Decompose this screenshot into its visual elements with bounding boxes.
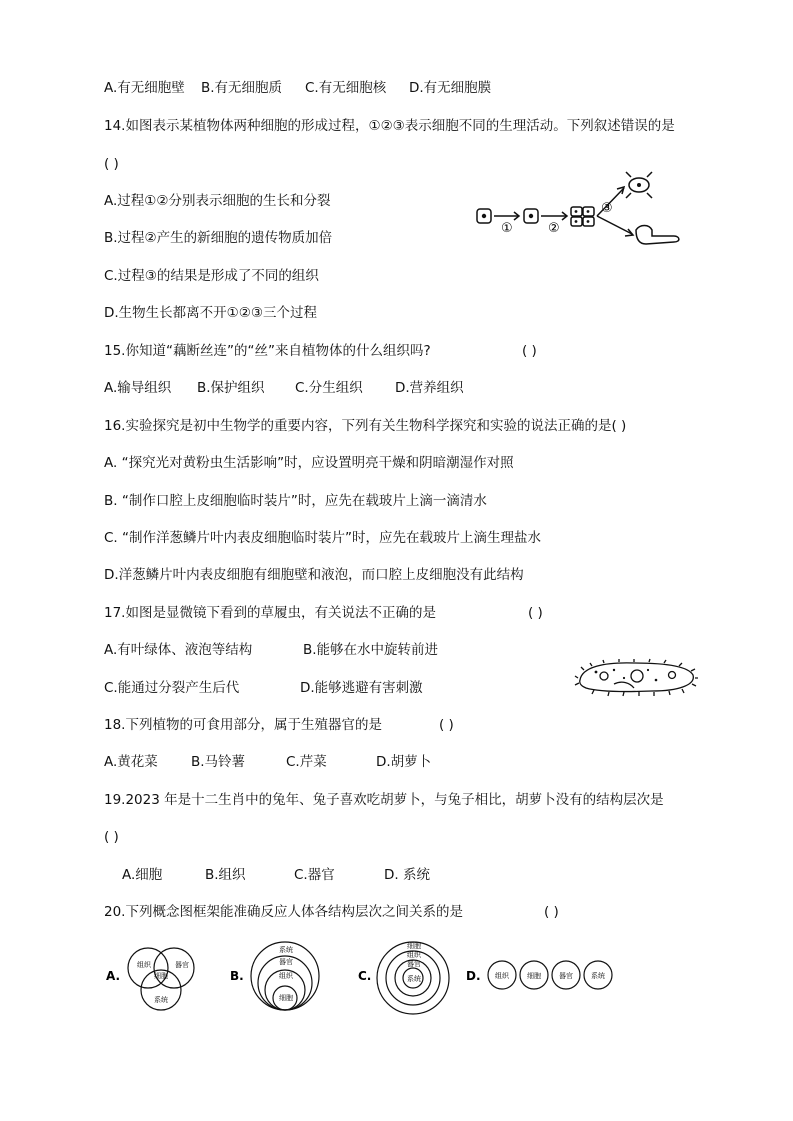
q17-options-row1 [104, 641, 438, 659]
fig-a-label-2: 器官 [175, 961, 189, 969]
q18-option-b[interactable]: B.马铃薯 [191, 754, 246, 770]
q19-answer-paren: ( ) [104, 829, 119, 845]
q14-option-d[interactable]: D.生物生长都离不开①②③三个过程 [104, 305, 317, 321]
q13-options [104, 79, 491, 97]
fig-a-label-4: 细胞 [154, 972, 168, 980]
q17-answer-paren: ( ) [528, 605, 543, 621]
q15-options [104, 379, 464, 397]
q16-option-c[interactable]: C. “制作洋葱鳞片叶内表皮细胞临时装片”时，应先在载玻片上滴生理盐水 [104, 530, 541, 546]
fig-b-label-2: 器官 [279, 958, 293, 966]
q20-figure-a[interactable] [104, 938, 214, 1018]
process-label-2: ② [548, 221, 560, 236]
q17-option-d[interactable]: D.能够逃避有害刺激 [300, 680, 423, 696]
fig-d-label-2: 细胞 [527, 972, 541, 980]
q15-option-d[interactable]: D.营养组织 [395, 380, 464, 396]
figure-c-letter: C. [358, 969, 372, 983]
fig-d-label-3: 器官 [559, 972, 573, 980]
differentiated-cell-bottom [636, 226, 679, 245]
q19-options [122, 866, 430, 884]
q20-stem: 20.下列概念图框架能准确反应人体各结构层次之间关系的是 [104, 904, 463, 920]
process-label-1: ① [501, 221, 513, 236]
q17-stem: 17.如图是显微镜下看到的草履虫，有关说法不正确的是 [104, 605, 436, 621]
fig-c-label-4: 系统 [407, 975, 421, 983]
fig-a-label-1: 组织 [137, 961, 151, 969]
q13-option-c[interactable]: C.有无细胞核 [305, 80, 387, 96]
q13-option-d[interactable]: D.有无细胞膜 [409, 80, 492, 96]
q17-option-a[interactable]: A.有叶绿体、液泡等结构 [104, 642, 253, 658]
q15-answer-paren: ( ) [522, 343, 537, 359]
q13-option-b[interactable]: B.有无细胞质 [201, 80, 283, 96]
figure-a-letter: A. [106, 969, 121, 983]
q20-answer-paren: ( ) [544, 904, 559, 920]
q20-figure-d[interactable] [464, 950, 624, 1000]
fig-a-label-3: 系统 [154, 996, 168, 1004]
contractile-vacuole [669, 672, 676, 679]
q19-option-d[interactable]: D. 系统 [384, 867, 430, 883]
fig-d-label-4: 系统 [591, 972, 605, 980]
q17-option-b[interactable]: B.能够在水中旋转前进 [303, 642, 439, 658]
q14-cell-process-figure [474, 172, 689, 252]
fig-b-label-3: 组织 [279, 972, 293, 980]
q15-option-b[interactable]: B.保护组织 [197, 380, 265, 396]
figure-d-letter: D. [466, 969, 481, 983]
fig-c-label-2: 组织 [407, 951, 421, 959]
q14-option-a[interactable]: A.过程①②分别表示细胞的生长和分裂 [104, 193, 331, 209]
q18-option-c[interactable]: C.芹菜 [286, 754, 327, 770]
q19-option-b[interactable]: B.组织 [205, 867, 246, 883]
fig-d-label-1: 组织 [495, 972, 509, 980]
q18-option-a[interactable]: A.黄花菜 [104, 754, 158, 770]
q19-stem: 19.2023 年是十二生肖中的兔年、兔子喜欢吃胡萝卜，与兔子相比，胡萝卜没有的结构层次是 [104, 792, 664, 808]
q18-options [104, 753, 431, 771]
q20-figure-c[interactable] [358, 938, 458, 1020]
q17-option-c[interactable]: C.能通过分裂产生后代 [104, 680, 240, 696]
fig-b-label-1: 系统 [279, 946, 293, 954]
q17-options-row2 [104, 679, 423, 697]
q13-option-a[interactable]: A.有无细胞壁 [104, 80, 185, 96]
q18-answer-paren: ( ) [439, 717, 454, 733]
fig-c-label-1: 细胞 [407, 942, 421, 950]
q14-answer-paren: ( ) [104, 156, 119, 172]
q19-option-c[interactable]: C.器官 [294, 867, 335, 883]
q15-stem: 15.你知道“藕断丝连”的“丝”来自植物体的什么组织吗? [104, 343, 431, 359]
food-vacuole [600, 672, 608, 680]
q15-option-c[interactable]: C.分生组织 [295, 380, 363, 396]
figure-b-letter: B. [230, 969, 244, 983]
q18-stem: 18.下列植物的可食用部分，属于生殖器官的是 [104, 717, 382, 733]
q16-option-d[interactable]: D.洋葱鳞片叶内表皮细胞有细胞壁和液泡，而口腔上皮细胞没有此结构 [104, 567, 524, 583]
paramecium-figure [574, 658, 699, 698]
q15-option-a[interactable]: A.输导组织 [104, 380, 172, 396]
fig-b-label-4: 细胞 [279, 994, 293, 1002]
fig-c-label-3: 器官 [407, 960, 421, 968]
process-label-3: ③ [601, 201, 613, 216]
q18-option-d[interactable]: D.胡萝卜 [376, 754, 432, 770]
q16-option-b[interactable]: B. “制作口腔上皮细胞临时装片”时，应先在载玻片上滴一滴清水 [104, 493, 487, 509]
q20-figure-b[interactable] [230, 938, 330, 1018]
q14-option-c[interactable]: C.过程③的结果是形成了不同的组织 [104, 268, 319, 284]
q14-stem: 14.如图表示某植物体两种细胞的形成过程，①②③表示细胞不同的生理活动。下列叙述错误的是 [104, 118, 675, 134]
q16-stem: 16.实验探究是初中生物学的重要内容，下列有关生物科学探究和实验的说法正确的是( ) [104, 418, 627, 434]
q16-option-a[interactable]: A. “探究光对黄粉虫生活影响”时，应设置明亮干燥和阴暗潮湿作对照 [104, 455, 514, 471]
q14-option-b[interactable]: B.过程②产生的新细胞的遗传物质加倍 [104, 230, 333, 246]
macronucleus [631, 670, 643, 682]
q19-option-a[interactable]: A.细胞 [122, 867, 163, 883]
